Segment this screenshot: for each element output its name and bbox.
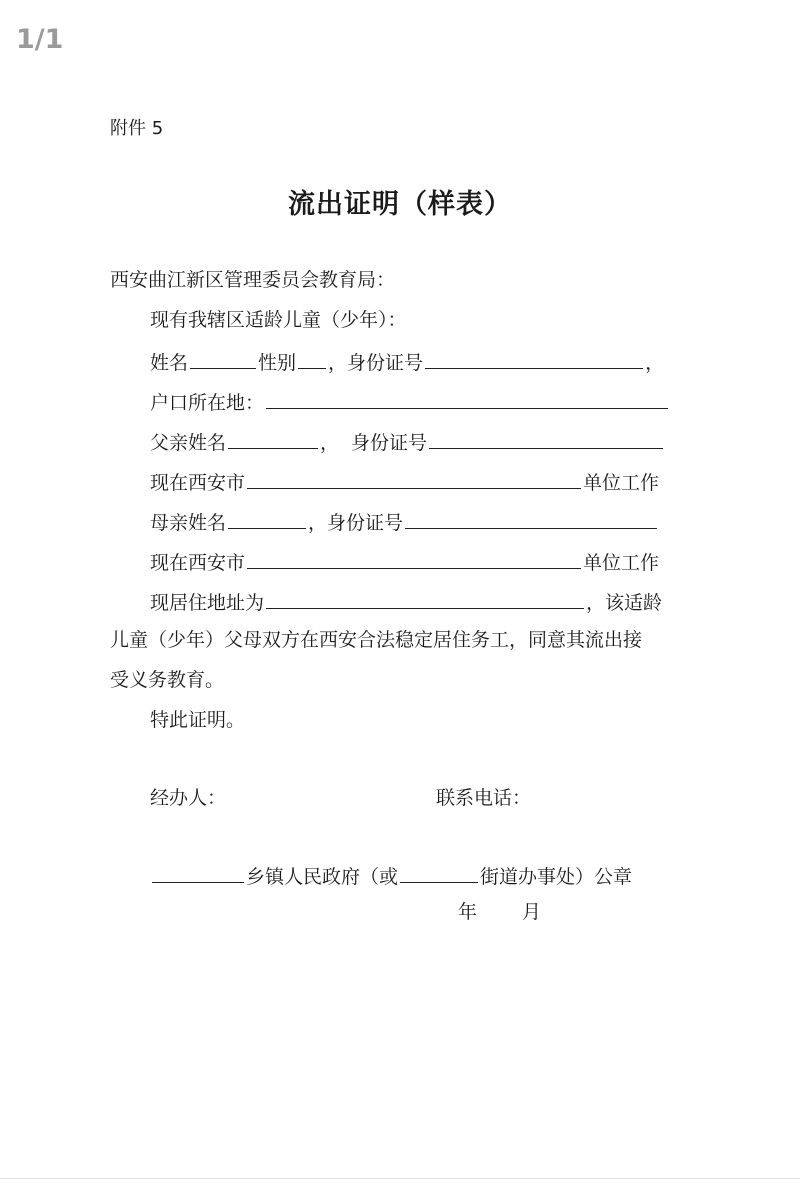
- comma: ，: [328, 352, 348, 374]
- mother-id-label: 身份证号: [327, 512, 404, 534]
- residence-label: 现居住地址为: [150, 592, 265, 614]
- hukou-row: [150, 388, 670, 415]
- page-counter: 1/1: [16, 24, 64, 55]
- addressee: 西安曲江新区管理委员会教育局：: [110, 269, 396, 291]
- handler-label: 经办人：: [150, 787, 227, 809]
- paragraph-line-3: 受义务教育。: [110, 669, 225, 691]
- township-field[interactable]: [152, 862, 244, 883]
- mother-row: [150, 508, 659, 535]
- hukou-field[interactable]: [266, 388, 668, 409]
- paragraph-line-2: 儿童（少年）父母双方在西安合法稳定居住务工，同意其流出接: [110, 629, 643, 651]
- mother-work-field[interactable]: [247, 548, 581, 569]
- phone-label: 联系电话：: [436, 787, 532, 809]
- mother-city-label: 现在西安市: [150, 552, 246, 574]
- father-name-field[interactable]: [228, 428, 318, 449]
- gender-label: 性别: [258, 352, 297, 374]
- id-label: 身份证号: [347, 352, 424, 374]
- page-bottom-divider: [0, 1178, 800, 1179]
- residence-tail: ，该适龄: [586, 592, 663, 614]
- father-id-label: 身份证号: [351, 432, 428, 454]
- name-field[interactable]: [190, 348, 256, 369]
- hukou-label: 户口所在地：: [150, 392, 265, 414]
- residence-field[interactable]: [266, 588, 584, 609]
- month-label: 月: [522, 901, 542, 923]
- father-city-label: 现在西安市: [150, 472, 246, 494]
- street-field[interactable]: [400, 862, 478, 883]
- father-work-label: 单位工作: [583, 472, 660, 494]
- year-label: 年: [458, 901, 478, 923]
- attachment-label: 附件 5: [110, 118, 164, 139]
- father-work-field[interactable]: [247, 468, 581, 489]
- document-title: 流出证明（样表）: [288, 189, 512, 220]
- name-label: 姓名: [150, 352, 189, 374]
- intro-line: 现有我辖区适龄儿童（少年）：: [150, 309, 407, 331]
- father-id-field[interactable]: [429, 428, 663, 449]
- mother-name-label: 母亲姓名: [150, 512, 227, 534]
- residence-row: [150, 588, 662, 615]
- mother-work-label: 单位工作: [583, 552, 660, 574]
- gender-field[interactable]: [298, 348, 326, 369]
- street-label: 街道办事处）公章: [480, 866, 633, 888]
- seal-row: [150, 862, 632, 889]
- father-work-row: [150, 468, 659, 495]
- mother-id-field[interactable]: [405, 508, 657, 529]
- child-info-row: [150, 348, 664, 375]
- mother-name-field[interactable]: [228, 508, 306, 529]
- township-label: 乡镇人民政府（或: [246, 866, 399, 888]
- father-name-label: 父亲姓名: [150, 432, 227, 454]
- father-row: [150, 428, 665, 455]
- comma: ，: [308, 512, 328, 534]
- child-id-field[interactable]: [425, 348, 643, 369]
- comma: ，: [320, 432, 340, 454]
- mother-work-row: [150, 548, 659, 575]
- certify-text: 特此证明。: [150, 709, 246, 731]
- comma: ，: [645, 352, 665, 374]
